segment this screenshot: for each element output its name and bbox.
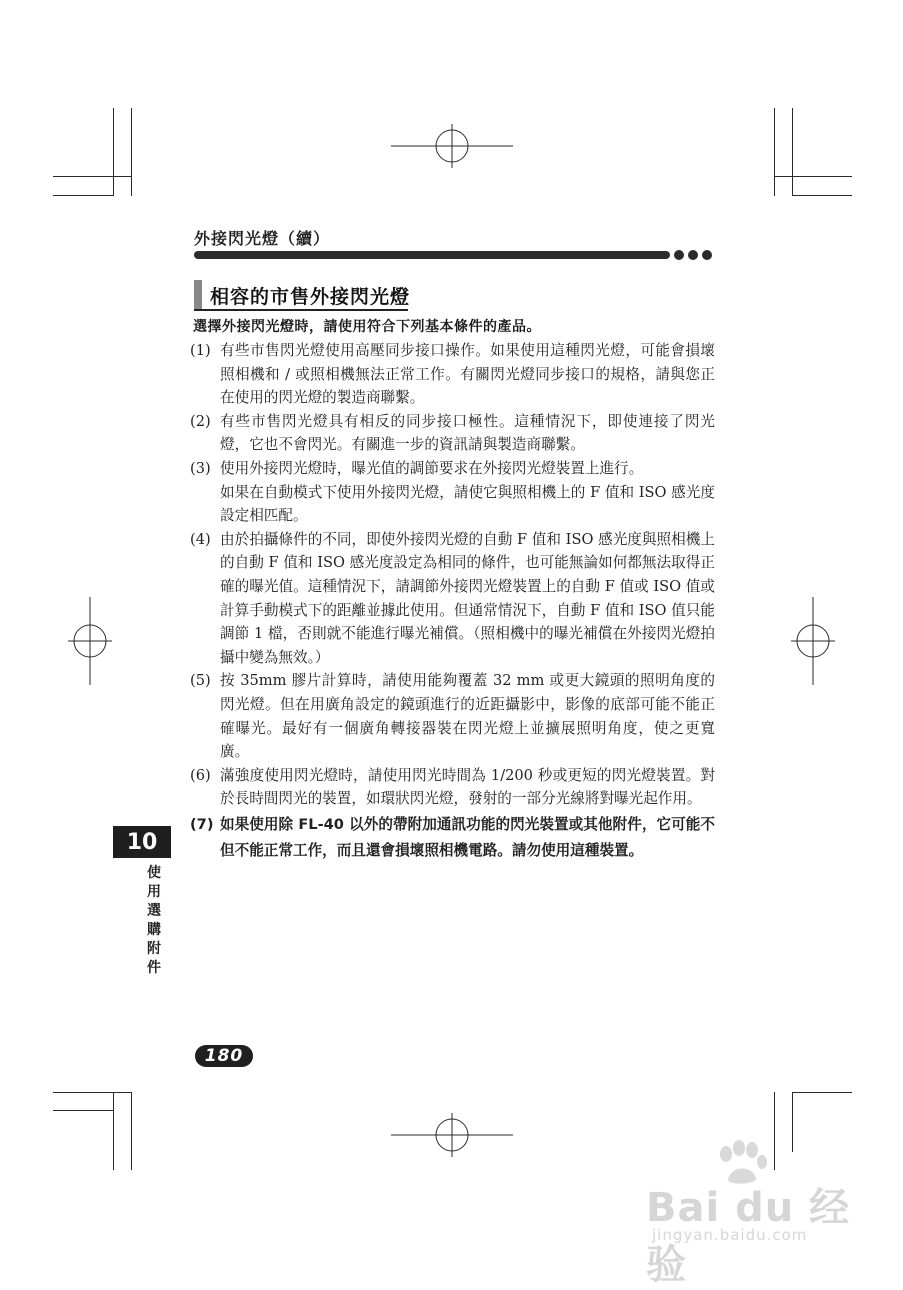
registration-mark-left bbox=[68, 597, 112, 685]
list-item bbox=[190, 457, 715, 528]
item-text: 滿強度使用閃光燈時，請使用閃光時間為 1/200 秒或更短的閃光燈裝置。對於長時間閃光的裝置，如環狀閃光燈，發射的一部分光線將對曝光起作用。 bbox=[220, 766, 715, 808]
chapter-label-char: 購 bbox=[147, 922, 161, 938]
registration-mark-top bbox=[391, 124, 513, 168]
section-title: 相容的市售外接閃光燈 bbox=[210, 286, 411, 308]
crop-mark-bottom-left-h2 bbox=[53, 1110, 113, 1111]
item-number: (3) bbox=[190, 459, 211, 477]
baidu-watermark bbox=[632, 1140, 867, 1288]
page-number: 180 bbox=[195, 1045, 253, 1067]
item-text: 如果在自動模式下使用外接閃光燈，請使它與照相機上的 F 值和 ISO 感光度設定相匹配。 bbox=[220, 483, 715, 525]
watermark-url: jingyan.baidu.com bbox=[652, 1226, 808, 1244]
list-item bbox=[190, 410, 715, 457]
registration-mark-bottom bbox=[391, 1113, 513, 1157]
header-dots bbox=[674, 250, 712, 260]
chapter-label-char: 附 bbox=[147, 941, 161, 957]
list-item bbox=[190, 339, 715, 410]
crop-mark-top-right-v bbox=[774, 108, 775, 196]
chapter-label-char: 用 bbox=[147, 884, 161, 900]
list-item bbox=[190, 669, 715, 763]
header-bar bbox=[194, 251, 670, 259]
section-marker bbox=[194, 280, 202, 310]
crop-mark-top-left-v2 bbox=[131, 108, 132, 196]
crop-mark-top-right-h2 bbox=[792, 195, 852, 196]
item-number: (7) bbox=[190, 815, 214, 833]
item-number: (4) bbox=[190, 530, 211, 548]
list-item bbox=[190, 528, 715, 670]
item-text: 按 35mm 膠片計算時，請使用能夠覆蓋 32 mm 或更大鏡頭的照明角度的閃光燈。但在用廣角設定的鏡頭進行的近距攝影中，影像的底部可能不能正確曝光。最好有一個廣角轉接器裝在閃光燈上並擴展照明角度，使之更寬廣。 bbox=[220, 672, 715, 761]
chapter-label-char: 選 bbox=[147, 903, 161, 919]
item-text: 有些市售閃光燈具有相反的同步接口極性。這種情況下，即使連接了閃光燈，它也不會閃光。有關進一步的資訊請與製造商聯繫。 bbox=[220, 412, 715, 454]
conditions-list bbox=[190, 339, 715, 864]
crop-mark-top-left-h bbox=[53, 176, 131, 177]
item-text: 由於拍攝條件的不同，即使外接閃光燈的自動 F 值和 ISO 感光度與照相機上的自動 F 值和 ISO 感光度設定為相同的條件，也可能無論如何都無法取得正確的曝光值。這種情況下，請調節外接閃光燈裝置上的自動 F 值或 ISO 值或計算手動模式下的距離並據此使用。但通常情況下，自動 F 值和 ISO 值只能調節 1 檔，否則就不能進行曝光補償。（照相機中的曝光補償在外接閃光燈拍攝中變為無效。） bbox=[220, 530, 715, 666]
warning-text: 如果使用除 FL-40 以外的帶附加通訊功能的閃光裝置或其他附件，它可能不但不能正常工作，而且還會損壞照相機電路。請勿使用這種裝置。 bbox=[220, 815, 715, 859]
crop-mark-top-left-v bbox=[113, 108, 114, 196]
chapter-number-tab: 10 bbox=[113, 826, 171, 858]
section-underline bbox=[194, 309, 408, 311]
chapter-label-char: 使 bbox=[147, 865, 161, 881]
chapter-label-char: 件 bbox=[147, 960, 161, 976]
watermark-brand: Bai du 经验 bbox=[646, 1185, 851, 1288]
crop-mark-top-left-h2 bbox=[53, 195, 113, 196]
crop-mark-top-right-h bbox=[774, 176, 852, 177]
item-text: 使用外接閃光燈時，曝光值的調節要求在外接閃光燈裝置上進行。 bbox=[220, 459, 644, 477]
section-intro: 選擇外接閃光燈時，請使用符合下列基本條件的產品。 bbox=[193, 319, 541, 335]
crop-mark-bottom-left-h bbox=[53, 1092, 131, 1093]
warning-item bbox=[190, 812, 715, 864]
crop-mark-bottom-right-h bbox=[792, 1092, 852, 1093]
crop-mark-top-right-v2 bbox=[792, 108, 793, 196]
running-title: 外接閃光燈（續） bbox=[194, 229, 331, 248]
list-item bbox=[190, 764, 715, 811]
item-number: (6) bbox=[190, 766, 211, 784]
item-number: (5) bbox=[190, 672, 211, 690]
item-number: (2) bbox=[190, 412, 211, 430]
chapter-label bbox=[144, 864, 164, 978]
item-text: 有些市售閃光燈使用高壓同步接口操作。如果使用這種閃光燈，可能會損壞照相機和 / 或照相機無法正常工作。有關閃光燈同步接口的規格，請與您正在使用的閃光燈的製造商聯繫。 bbox=[220, 342, 715, 407]
crop-mark-bottom-left-v2 bbox=[131, 1092, 132, 1170]
crop-mark-bottom-left-v bbox=[113, 1092, 114, 1170]
item-number: (1) bbox=[190, 342, 211, 359]
registration-mark-right bbox=[791, 597, 835, 685]
